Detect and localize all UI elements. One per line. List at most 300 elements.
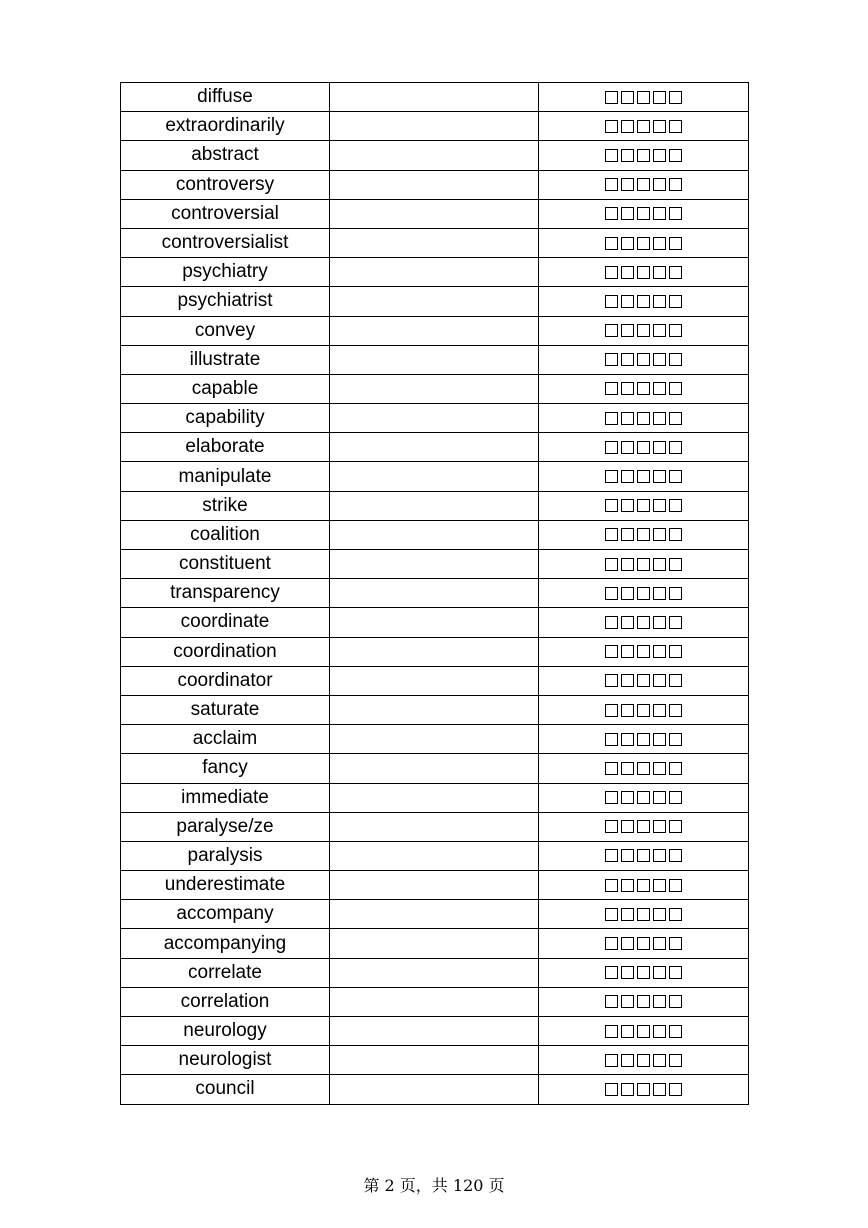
vocab-word: underestimate xyxy=(121,871,330,900)
review-checkbox[interactable] xyxy=(669,849,682,862)
review-checkbox[interactable] xyxy=(653,324,666,337)
review-checkbox[interactable] xyxy=(637,178,650,191)
review-checkbox[interactable] xyxy=(637,149,650,162)
review-checkbox[interactable] xyxy=(637,791,650,804)
vocab-row xyxy=(121,987,749,1016)
review-checkbox[interactable] xyxy=(637,441,650,454)
review-checkbox[interactable] xyxy=(605,937,618,950)
review-checkbox-group xyxy=(539,170,749,199)
review-checkbox[interactable] xyxy=(653,762,666,775)
review-checkbox[interactable] xyxy=(621,120,634,133)
review-checkbox[interactable] xyxy=(605,966,618,979)
vocab-word: immediate xyxy=(121,783,330,812)
review-checkbox[interactable] xyxy=(621,237,634,250)
meaning-blank-cell[interactable] xyxy=(330,345,539,374)
meaning-blank-cell[interactable] xyxy=(330,695,539,724)
review-checkbox[interactable] xyxy=(669,1083,682,1096)
review-checkbox[interactable] xyxy=(637,91,650,104)
review-checkbox[interactable] xyxy=(653,412,666,425)
review-checkbox[interactable] xyxy=(637,1025,650,1038)
review-checkbox[interactable] xyxy=(653,849,666,862)
review-checkbox[interactable] xyxy=(605,674,618,687)
vocab-word: extraordinarily xyxy=(121,112,330,141)
review-checkbox[interactable] xyxy=(637,762,650,775)
review-checkbox[interactable] xyxy=(637,820,650,833)
review-checkbox[interactable] xyxy=(637,995,650,1008)
review-checkbox[interactable] xyxy=(653,645,666,658)
review-checkbox[interactable] xyxy=(637,908,650,921)
vocab-word: transparency xyxy=(121,579,330,608)
review-checkbox[interactable] xyxy=(653,733,666,746)
meaning-blank-cell[interactable] xyxy=(330,550,539,579)
vocab-row xyxy=(121,345,749,374)
review-checkbox[interactable] xyxy=(637,1054,650,1067)
meaning-blank-cell[interactable] xyxy=(330,754,539,783)
meaning-blank-cell[interactable] xyxy=(330,228,539,257)
vocab-word: saturate xyxy=(121,695,330,724)
review-checkbox[interactable] xyxy=(637,528,650,541)
review-checkbox[interactable] xyxy=(669,382,682,395)
vocab-row xyxy=(121,1075,749,1104)
review-checkbox[interactable] xyxy=(605,412,618,425)
review-checkbox[interactable] xyxy=(605,587,618,600)
review-checkbox[interactable] xyxy=(605,266,618,279)
review-checkbox-group xyxy=(539,666,749,695)
review-checkbox[interactable] xyxy=(669,120,682,133)
review-checkbox[interactable] xyxy=(605,616,618,629)
meaning-blank-cell[interactable] xyxy=(330,987,539,1016)
review-checkbox[interactable] xyxy=(637,616,650,629)
review-checkbox[interactable] xyxy=(605,295,618,308)
review-checkbox-group xyxy=(539,550,749,579)
review-checkbox[interactable] xyxy=(621,207,634,220)
review-checkbox[interactable] xyxy=(653,966,666,979)
review-checkbox[interactable] xyxy=(669,266,682,279)
review-checkbox[interactable] xyxy=(605,733,618,746)
review-checkbox[interactable] xyxy=(621,558,634,571)
review-checkbox[interactable] xyxy=(605,645,618,658)
review-checkbox[interactable] xyxy=(605,528,618,541)
review-checkbox[interactable] xyxy=(653,266,666,279)
review-checkbox[interactable] xyxy=(621,324,634,337)
review-checkbox[interactable] xyxy=(605,995,618,1008)
review-checkbox[interactable] xyxy=(621,704,634,717)
vocab-row xyxy=(121,579,749,608)
review-checkbox[interactable] xyxy=(653,91,666,104)
review-checkbox[interactable] xyxy=(653,149,666,162)
review-checkbox[interactable] xyxy=(669,499,682,512)
review-checkbox[interactable] xyxy=(669,937,682,950)
review-checkbox[interactable] xyxy=(653,207,666,220)
review-checkbox[interactable] xyxy=(621,616,634,629)
review-checkbox[interactable] xyxy=(669,733,682,746)
review-checkbox-group xyxy=(539,608,749,637)
meaning-blank-cell[interactable] xyxy=(330,199,539,228)
review-checkbox[interactable] xyxy=(605,178,618,191)
review-checkbox[interactable] xyxy=(653,1054,666,1067)
vocab-row xyxy=(121,112,749,141)
vocab-word: convey xyxy=(121,316,330,345)
review-checkbox[interactable] xyxy=(621,91,634,104)
review-checkbox-group xyxy=(539,491,749,520)
review-checkbox-group xyxy=(539,345,749,374)
vocab-word: fancy xyxy=(121,754,330,783)
review-checkbox-group xyxy=(539,579,749,608)
review-checkbox[interactable] xyxy=(621,733,634,746)
review-checkbox[interactable] xyxy=(669,441,682,454)
review-checkbox[interactable] xyxy=(653,1025,666,1038)
review-checkbox-group xyxy=(539,1017,749,1046)
review-checkbox[interactable] xyxy=(621,908,634,921)
meaning-blank-cell[interactable] xyxy=(330,929,539,958)
vocabulary-table xyxy=(120,82,749,1105)
review-checkbox[interactable] xyxy=(637,674,650,687)
review-checkbox[interactable] xyxy=(637,558,650,571)
vocab-row xyxy=(121,812,749,841)
review-checkbox[interactable] xyxy=(637,879,650,892)
vocab-word: accompany xyxy=(121,900,330,929)
review-checkbox[interactable] xyxy=(653,237,666,250)
review-checkbox[interactable] xyxy=(637,120,650,133)
vocab-word: coalition xyxy=(121,520,330,549)
vocab-word: controversial xyxy=(121,199,330,228)
vocab-row xyxy=(121,725,749,754)
review-checkbox[interactable] xyxy=(605,382,618,395)
review-checkbox[interactable] xyxy=(669,295,682,308)
review-checkbox[interactable] xyxy=(621,645,634,658)
meaning-blank-cell[interactable] xyxy=(330,1075,539,1104)
vocab-row xyxy=(121,900,749,929)
review-checkbox[interactable] xyxy=(605,879,618,892)
review-checkbox[interactable] xyxy=(605,762,618,775)
vocab-row xyxy=(121,1046,749,1075)
vocab-row xyxy=(121,199,749,228)
review-checkbox-group xyxy=(539,812,749,841)
meaning-blank-cell[interactable] xyxy=(330,1046,539,1075)
review-checkbox[interactable] xyxy=(621,266,634,279)
vocab-word: correlation xyxy=(121,987,330,1016)
review-checkbox[interactable] xyxy=(669,470,682,483)
review-checkbox[interactable] xyxy=(637,966,650,979)
review-checkbox-group xyxy=(539,112,749,141)
meaning-blank-cell[interactable] xyxy=(330,579,539,608)
review-checkbox[interactable] xyxy=(669,178,682,191)
review-checkbox[interactable] xyxy=(669,587,682,600)
review-checkbox[interactable] xyxy=(669,528,682,541)
review-checkbox[interactable] xyxy=(637,645,650,658)
vocab-word: diffuse xyxy=(121,83,330,112)
review-checkbox-group xyxy=(539,520,749,549)
vocab-word: constituent xyxy=(121,550,330,579)
review-checkbox[interactable] xyxy=(669,412,682,425)
review-checkbox[interactable] xyxy=(653,120,666,133)
review-checkbox[interactable] xyxy=(669,324,682,337)
review-checkbox-group xyxy=(539,987,749,1016)
vocab-word: coordinate xyxy=(121,608,330,637)
review-checkbox-group xyxy=(539,871,749,900)
review-checkbox[interactable] xyxy=(653,441,666,454)
review-checkbox[interactable] xyxy=(637,237,650,250)
review-checkbox[interactable] xyxy=(653,353,666,366)
review-checkbox[interactable] xyxy=(653,178,666,191)
review-checkbox[interactable] xyxy=(605,149,618,162)
review-checkbox-group xyxy=(539,695,749,724)
review-checkbox[interactable] xyxy=(637,382,650,395)
review-checkbox[interactable] xyxy=(653,791,666,804)
vocab-row xyxy=(121,404,749,433)
meaning-blank-cell[interactable] xyxy=(330,812,539,841)
vocab-row xyxy=(121,170,749,199)
review-checkbox[interactable] xyxy=(669,207,682,220)
vocab-row xyxy=(121,550,749,579)
review-checkbox[interactable] xyxy=(605,470,618,483)
vocab-word: coordinator xyxy=(121,666,330,695)
review-checkbox[interactable] xyxy=(621,178,634,191)
review-checkbox[interactable] xyxy=(621,849,634,862)
meaning-blank-cell[interactable] xyxy=(330,520,539,549)
review-checkbox[interactable] xyxy=(605,1025,618,1038)
review-checkbox[interactable] xyxy=(637,295,650,308)
meaning-blank-cell[interactable] xyxy=(330,608,539,637)
review-checkbox[interactable] xyxy=(621,995,634,1008)
meaning-blank-cell[interactable] xyxy=(330,666,539,695)
vocab-word: correlate xyxy=(121,958,330,987)
review-checkbox[interactable] xyxy=(653,908,666,921)
review-checkbox[interactable] xyxy=(621,966,634,979)
review-checkbox[interactable] xyxy=(669,995,682,1008)
review-checkbox[interactable] xyxy=(669,1054,682,1067)
review-checkbox[interactable] xyxy=(653,295,666,308)
review-checkbox[interactable] xyxy=(653,587,666,600)
review-checkbox[interactable] xyxy=(621,1025,634,1038)
vocab-row xyxy=(121,228,749,257)
review-checkbox[interactable] xyxy=(653,879,666,892)
review-checkbox[interactable] xyxy=(669,908,682,921)
review-checkbox[interactable] xyxy=(621,441,634,454)
review-checkbox[interactable] xyxy=(669,674,682,687)
review-checkbox[interactable] xyxy=(653,937,666,950)
vocab-word: elaborate xyxy=(121,433,330,462)
vocab-word: neurologist xyxy=(121,1046,330,1075)
review-checkbox[interactable] xyxy=(637,1083,650,1096)
review-checkbox[interactable] xyxy=(637,412,650,425)
vocab-word: council xyxy=(121,1075,330,1104)
vocab-word: paralyse/ze xyxy=(121,812,330,841)
review-checkbox[interactable] xyxy=(637,499,650,512)
review-checkbox[interactable] xyxy=(637,733,650,746)
review-checkbox[interactable] xyxy=(669,558,682,571)
review-checkbox[interactable] xyxy=(605,1054,618,1067)
review-checkbox[interactable] xyxy=(653,995,666,1008)
review-checkbox-group xyxy=(539,637,749,666)
review-checkbox[interactable] xyxy=(637,470,650,483)
review-checkbox[interactable] xyxy=(621,149,634,162)
vocab-word: psychiatrist xyxy=(121,287,330,316)
review-checkbox[interactable] xyxy=(637,704,650,717)
review-checkbox-group xyxy=(539,433,749,462)
review-checkbox[interactable] xyxy=(621,762,634,775)
review-checkbox[interactable] xyxy=(621,528,634,541)
review-checkbox[interactable] xyxy=(621,295,634,308)
review-checkbox-group xyxy=(539,1075,749,1104)
review-checkbox[interactable] xyxy=(669,1025,682,1038)
vocab-word: abstract xyxy=(121,141,330,170)
vocab-word: paralysis xyxy=(121,841,330,870)
vocab-row xyxy=(121,462,749,491)
review-checkbox[interactable] xyxy=(621,937,634,950)
vocab-word: manipulate xyxy=(121,462,330,491)
review-checkbox-group xyxy=(539,287,749,316)
review-checkbox[interactable] xyxy=(637,266,650,279)
vocab-word: coordination xyxy=(121,637,330,666)
vocab-row xyxy=(121,754,749,783)
meaning-blank-cell[interactable] xyxy=(330,141,539,170)
review-checkbox[interactable] xyxy=(621,1054,634,1067)
review-checkbox[interactable] xyxy=(605,849,618,862)
meaning-blank-cell[interactable] xyxy=(330,783,539,812)
review-checkbox-group xyxy=(539,258,749,287)
review-checkbox-group xyxy=(539,316,749,345)
vocabulary-table-body xyxy=(121,83,749,1105)
review-checkbox[interactable] xyxy=(653,558,666,571)
review-checkbox[interactable] xyxy=(605,1083,618,1096)
review-checkbox[interactable] xyxy=(653,470,666,483)
vocab-row xyxy=(121,316,749,345)
review-checkbox[interactable] xyxy=(653,674,666,687)
review-checkbox[interactable] xyxy=(637,587,650,600)
review-checkbox[interactable] xyxy=(669,704,682,717)
review-checkbox[interactable] xyxy=(621,499,634,512)
review-checkbox[interactable] xyxy=(605,237,618,250)
review-checkbox[interactable] xyxy=(669,820,682,833)
review-checkbox[interactable] xyxy=(605,120,618,133)
review-checkbox[interactable] xyxy=(653,1083,666,1096)
meaning-blank-cell[interactable] xyxy=(330,433,539,462)
review-checkbox[interactable] xyxy=(621,353,634,366)
vocab-word: psychiatry xyxy=(121,258,330,287)
review-checkbox[interactable] xyxy=(605,704,618,717)
review-checkbox[interactable] xyxy=(637,849,650,862)
vocab-row xyxy=(121,637,749,666)
review-checkbox[interactable] xyxy=(621,412,634,425)
review-checkbox[interactable] xyxy=(653,382,666,395)
review-checkbox[interactable] xyxy=(669,237,682,250)
review-checkbox[interactable] xyxy=(621,820,634,833)
review-checkbox[interactable] xyxy=(621,1083,634,1096)
review-checkbox[interactable] xyxy=(653,499,666,512)
meaning-blank-cell[interactable] xyxy=(330,462,539,491)
review-checkbox-group xyxy=(539,754,749,783)
vocab-row xyxy=(121,491,749,520)
vocab-word: controversy xyxy=(121,170,330,199)
review-checkbox[interactable] xyxy=(669,762,682,775)
review-checkbox[interactable] xyxy=(669,966,682,979)
vocab-row xyxy=(121,287,749,316)
meaning-blank-cell[interactable] xyxy=(330,316,539,345)
meaning-blank-cell[interactable] xyxy=(330,287,539,316)
review-checkbox[interactable] xyxy=(637,353,650,366)
meaning-blank-cell[interactable] xyxy=(330,83,539,112)
review-checkbox[interactable] xyxy=(605,499,618,512)
review-checkbox[interactable] xyxy=(605,791,618,804)
review-checkbox[interactable] xyxy=(605,558,618,571)
vocab-word: strike xyxy=(121,491,330,520)
vocab-row xyxy=(121,258,749,287)
review-checkbox[interactable] xyxy=(605,324,618,337)
review-checkbox[interactable] xyxy=(605,820,618,833)
review-checkbox[interactable] xyxy=(637,207,650,220)
review-checkbox-group xyxy=(539,199,749,228)
vocab-row xyxy=(121,83,749,112)
vocab-word: accompanying xyxy=(121,929,330,958)
meaning-blank-cell[interactable] xyxy=(330,112,539,141)
review-checkbox[interactable] xyxy=(605,441,618,454)
review-checkbox[interactable] xyxy=(653,528,666,541)
meaning-blank-cell[interactable] xyxy=(330,404,539,433)
review-checkbox-group xyxy=(539,404,749,433)
review-checkbox[interactable] xyxy=(669,645,682,658)
review-checkbox[interactable] xyxy=(653,820,666,833)
review-checkbox[interactable] xyxy=(621,587,634,600)
vocab-row xyxy=(121,695,749,724)
meaning-blank-cell[interactable] xyxy=(330,637,539,666)
review-checkbox[interactable] xyxy=(637,324,650,337)
review-checkbox[interactable] xyxy=(605,91,618,104)
meaning-blank-cell[interactable] xyxy=(330,958,539,987)
review-checkbox[interactable] xyxy=(669,353,682,366)
review-checkbox[interactable] xyxy=(621,382,634,395)
review-checkbox[interactable] xyxy=(637,937,650,950)
meaning-blank-cell[interactable] xyxy=(330,170,539,199)
meaning-blank-cell[interactable] xyxy=(330,841,539,870)
review-checkbox-group xyxy=(539,83,749,112)
review-checkbox[interactable] xyxy=(669,149,682,162)
review-checkbox-group xyxy=(539,1046,749,1075)
review-checkbox[interactable] xyxy=(605,908,618,921)
review-checkbox-group xyxy=(539,462,749,491)
vocab-row xyxy=(121,1017,749,1046)
meaning-blank-cell[interactable] xyxy=(330,900,539,929)
review-checkbox[interactable] xyxy=(621,791,634,804)
review-checkbox[interactable] xyxy=(605,207,618,220)
meaning-blank-cell[interactable] xyxy=(330,725,539,754)
review-checkbox[interactable] xyxy=(653,704,666,717)
review-checkbox[interactable] xyxy=(669,791,682,804)
vocab-word: illustrate xyxy=(121,345,330,374)
review-checkbox[interactable] xyxy=(621,470,634,483)
review-checkbox[interactable] xyxy=(653,616,666,629)
review-checkbox-group xyxy=(539,900,749,929)
review-checkbox[interactable] xyxy=(605,353,618,366)
review-checkbox[interactable] xyxy=(669,91,682,104)
vocab-row xyxy=(121,666,749,695)
review-checkbox[interactable] xyxy=(621,674,634,687)
review-checkbox[interactable] xyxy=(669,616,682,629)
vocab-row xyxy=(121,929,749,958)
review-checkbox-group xyxy=(539,958,749,987)
review-checkbox[interactable] xyxy=(669,879,682,892)
meaning-blank-cell[interactable] xyxy=(330,871,539,900)
review-checkbox-group xyxy=(539,374,749,403)
meaning-blank-cell[interactable] xyxy=(330,258,539,287)
vocab-row xyxy=(121,433,749,462)
meaning-blank-cell[interactable] xyxy=(330,1017,539,1046)
vocab-word: acclaim xyxy=(121,725,330,754)
review-checkbox[interactable] xyxy=(621,879,634,892)
meaning-blank-cell[interactable] xyxy=(330,374,539,403)
meaning-blank-cell[interactable] xyxy=(330,491,539,520)
vocab-row xyxy=(121,871,749,900)
